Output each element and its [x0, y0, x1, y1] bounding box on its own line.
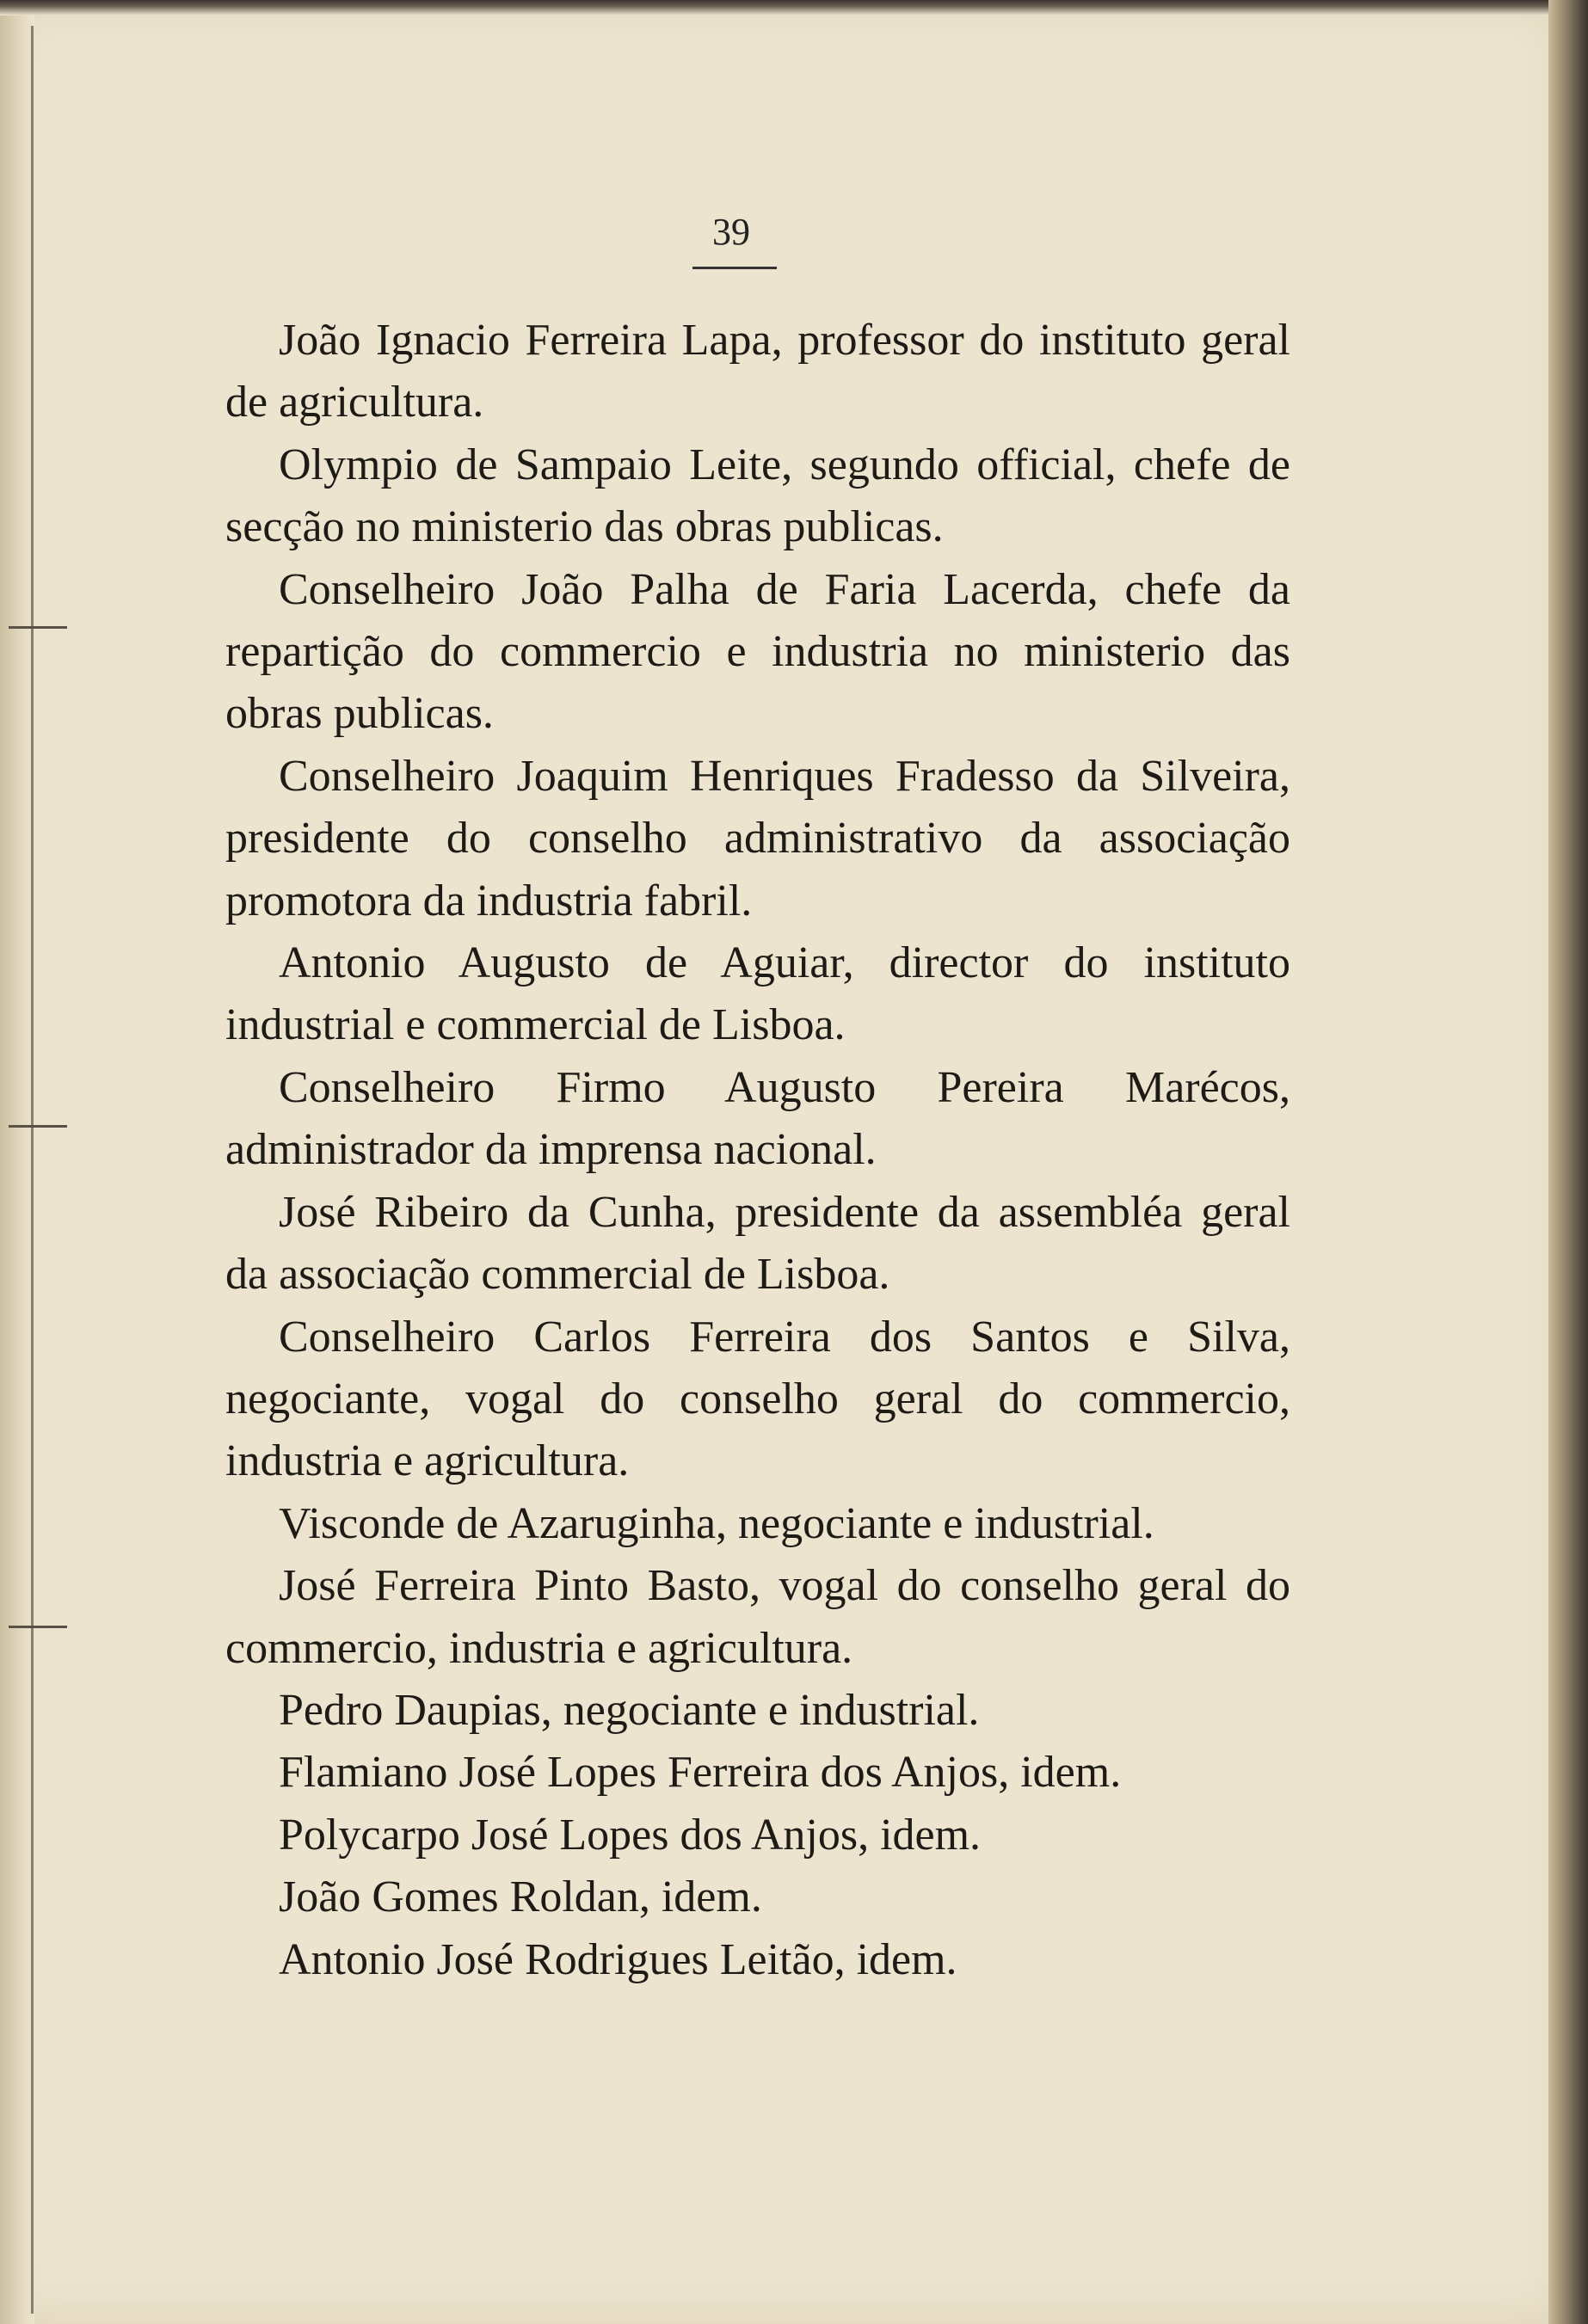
- list-entry: Olympio de Sampaio Leite, segundo official, chefe de secção no ministerio das obras publicas.: [225, 440, 1290, 552]
- page-right-edge: [1548, 0, 1588, 2324]
- list-entry: João Gomes Roldan, idem.: [279, 1872, 762, 1922]
- list-entry: João Ignacio Ferreira Lapa, professor do instituto geral de agricultura.: [225, 316, 1290, 427]
- list-entry: Visconde de Azaruginha, negociante e industrial.: [279, 1498, 1154, 1548]
- binding-tick: [9, 1626, 67, 1628]
- binding-rule: [31, 26, 34, 2314]
- list-entry: Conselheiro Joaquim Henriques Fradesso da Silveira, presidente do conselho administrativo da associação promotora da industria fabril.: [225, 751, 1290, 925]
- list-entry: Conselheiro João Palha de Faria Lacerda, chefe da repartição do commercio e industria no ministerio das obras publicas.: [225, 564, 1290, 739]
- page-binding-shadow: [0, 15, 34, 2324]
- list-entry: Antonio Augusto de Aguiar, director do instituto industrial e commercial de Lisboa.: [225, 938, 1290, 1050]
- list-entry: Conselheiro Carlos Ferreira dos Santos e Silva, negociante, vogal do conselho geral do commercio, industria e agricultura.: [225, 1312, 1290, 1486]
- list-entry: Polycarpo José Lopes dos Anjos, idem.: [279, 1810, 982, 1860]
- list-entry: Pedro Daupias, negociante e industrial.: [279, 1685, 980, 1735]
- list-entry: José Ribeiro da Cunha, presidente da assembléa geral da associação commercial de Lisboa.: [225, 1187, 1290, 1300]
- binding-tick: [9, 626, 67, 629]
- list-entry: Antonio José Rodrigues Leitão, idem.: [279, 1934, 957, 1984]
- page-number: 39: [712, 211, 750, 253]
- list-entry: José Ferreira Pinto Basto, vogal do conselho geral do commercio, industria e agricultura.: [225, 1561, 1290, 1673]
- list-entry: Flamiano José Lopes Ferreira dos Anjos, idem.: [279, 1748, 1122, 1798]
- page-number-rule: [692, 267, 777, 269]
- binding-tick: [9, 1125, 67, 1128]
- list-entry: Conselheiro Firmo Augusto Pereira Marécos, administrador da imprensa nacional.: [225, 1062, 1290, 1175]
- page-top-edge: [0, 0, 1566, 15]
- member-list: [225, 310, 1290, 1991]
